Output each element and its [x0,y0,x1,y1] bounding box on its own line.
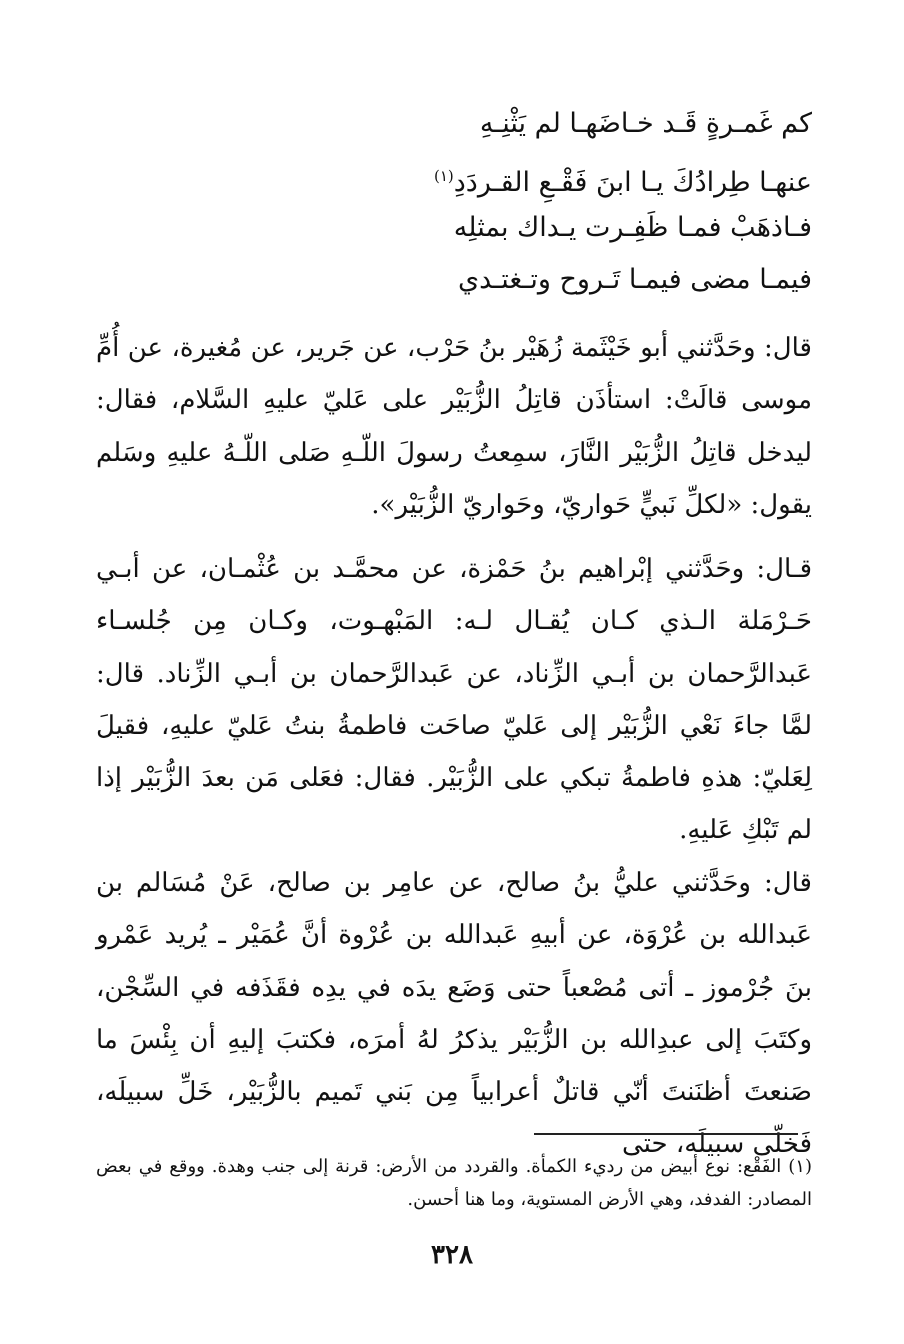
poem-line [92,95,812,147]
footnote: (١) الفَقْع: نوع أبيض من رديء الكمأة. والقردد من الأرض: قرنة إلى جنب وهدة. ووقع في بعض المصادر: الفدفد، وهي الأرض المستوية، وما هنا أحسن. [96,1156,812,1210]
poem-line-text: عنهـا طِرادُكَ يـا ابنَ فَقْـعِ القـردَدِ [453,167,812,198]
poem-line [92,199,812,251]
paragraph: قال: وحَدَّثني أبو خَيْثَمة زُهَيْر بنُ حَرْب، عن جَرير، عن مُغيرة، عن أُمِّ موسى قالَتْ: استأذَن قاتِلُ الزُّبَيْر على عَليّ عليهِ السَّلام، فقال: ليدخل قاتِلُ الزُّبَيْر النَّارَ، سمِعتُ رسولَ اللّـهِ صَلى اللّـهُ عليهِ وسَلم يقول: «لكلِّ نَبيٍّ حَواريّ، وحَواريّ الزُّبَيْر». [96,333,812,520]
poem-line-text: فـاذهَبْ فمـا ظَفِـرت يـداك بمثلِه [453,212,812,243]
paragraph: قـال: وحَدَّثني إبْراهيم بنُ حَمْزة، عن محمَّـد بن عُثْمـان، عن أبـي حَـرْمَلة الـذي كـان يُقـال لـه: المَبْهـوت، وكـان مِن جُلسـاء عَبدالرَّحمان بن أبـي الزِّناد، عن عَبدالرَّحمان بن أبـي الزِّناد. قال: لمَّا جاءَ نَعْي الزُّبَيْر إلى عَليّ صاحَت فاطمةُ بنتُ عَليّ عليهِ، فقيلَ لِعَليّ: هذهِ فاطمةُ تبكي على الزُّبَيْر. فقال: فعَلى مَن بعدَ الزُّبَيْر إذا لم تَبْكِ عَليهِ. [96,554,812,846]
footnote-divider [534,1133,798,1135]
paragraph: قال: وحَدَّثني عليُّ بنُ صالح، عن عامِر بن صالح، عَنْ مُسَالم بن عَبدالله بن عُرْوَة، عن أبيهِ عَبدالله بن عُرْوة أنَّ عُمَيْر ـ يُريد عَمْرو بنَ جُرْموز ـ أتى مُصْعباً حتى وَضَع يدَه في يدِه فقَذَفه في السِّجْن، وكتَبَ إلى عبدِالله بن الزُّبَيْر يذكرُ لهُ أمرَه، فكتبَ إليهِ أن بِئْسَ ما صَنعتَ أظنَنتَ أنّي قاتلٌ أعرابياً مِن بَني تَميم بالزُّبَيْر، خَلِّ سبيلَه، فَخلّى سبيلَه، حتى [96,868,812,1160]
poem-line-text: فيمـا مضى فيمـا تَـروح وتـغتـدي [458,264,812,295]
poem-block [92,95,812,303]
footnote-marker: (١) [433,167,454,185]
poem-line-text: كم غَمـرةٍ قَـد خـاضَهـا لم يَثْنِـهِ [479,108,812,139]
page-number: ٣٢٨ [431,1240,473,1270]
poem-line [92,147,812,199]
poem-line [92,251,812,303]
